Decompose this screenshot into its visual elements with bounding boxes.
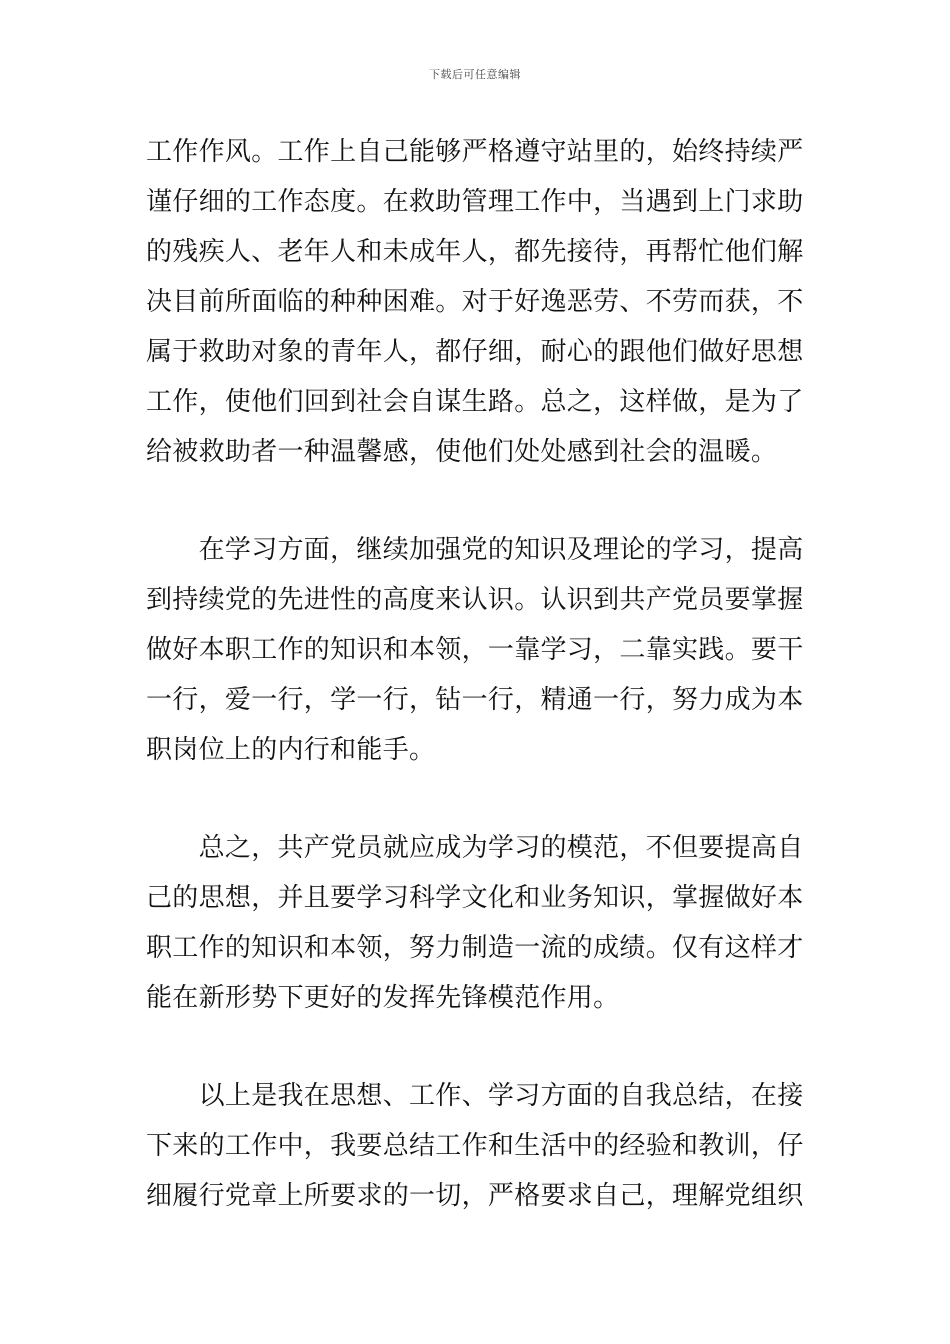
text-line: 谨仔细的工作态度。在救助管理工作中，当遇到上门求助	[146, 187, 804, 217]
text-line: 到持续党的先进性的高度来认识。认识到共产党员要掌握	[146, 585, 804, 615]
text-line: 以上是我在思想、工作、学习方面的自我总结，在接	[146, 1081, 804, 1111]
text-line: 总之，共产党员就应成为学习的模范，不但要提高自	[146, 833, 804, 863]
text-line: 做好本职工作的知识和本领，一靠学习，二靠实践。要干	[146, 635, 804, 665]
text-line: 职工作的知识和本领，努力制造一流的成绩。仅有这样才	[146, 933, 804, 963]
text-line: 在学习方面，继续加强党的知识及理论的学习，提高	[146, 535, 804, 565]
text-line: 决目前所面临的种种困难。对于好逸恶劳、不劳而获，不	[146, 287, 804, 317]
page-header: 下载后可任意编辑	[429, 68, 521, 81]
text-line: 职岗位上的内行和能手。	[146, 735, 436, 765]
text-line: 下来的工作中，我要总结工作和生活中的经验和教训，仔	[146, 1131, 804, 1161]
text-line: 能在新形势下更好的发挥先锋模范作用。	[146, 983, 620, 1013]
text-line: 工作作风。工作上自己能够严格遵守站里的，始终持续严	[146, 137, 804, 167]
text-line: 工作，使他们回到社会自谋生路。总之，这样做，是为了	[146, 387, 804, 417]
text-line: 给被救助者一种温馨感，使他们处处感到社会的温暖。	[146, 437, 778, 467]
text-line: 的残疾人、老年人和未成年人，都先接待，再帮忙他们解	[146, 237, 804, 267]
text-line: 己的思想，并且要学习科学文化和业务知识，掌握做好本	[146, 883, 804, 913]
text-line: 细履行党章上所要求的一切，严格要求自己，理解党组织	[146, 1181, 804, 1211]
text-line: 属于救助对象的青年人，都仔细，耐心的跟他们做好思想	[146, 337, 804, 367]
text-line: 一行，爱一行，学一行，钻一行，精通一行，努力成为本	[146, 685, 804, 715]
